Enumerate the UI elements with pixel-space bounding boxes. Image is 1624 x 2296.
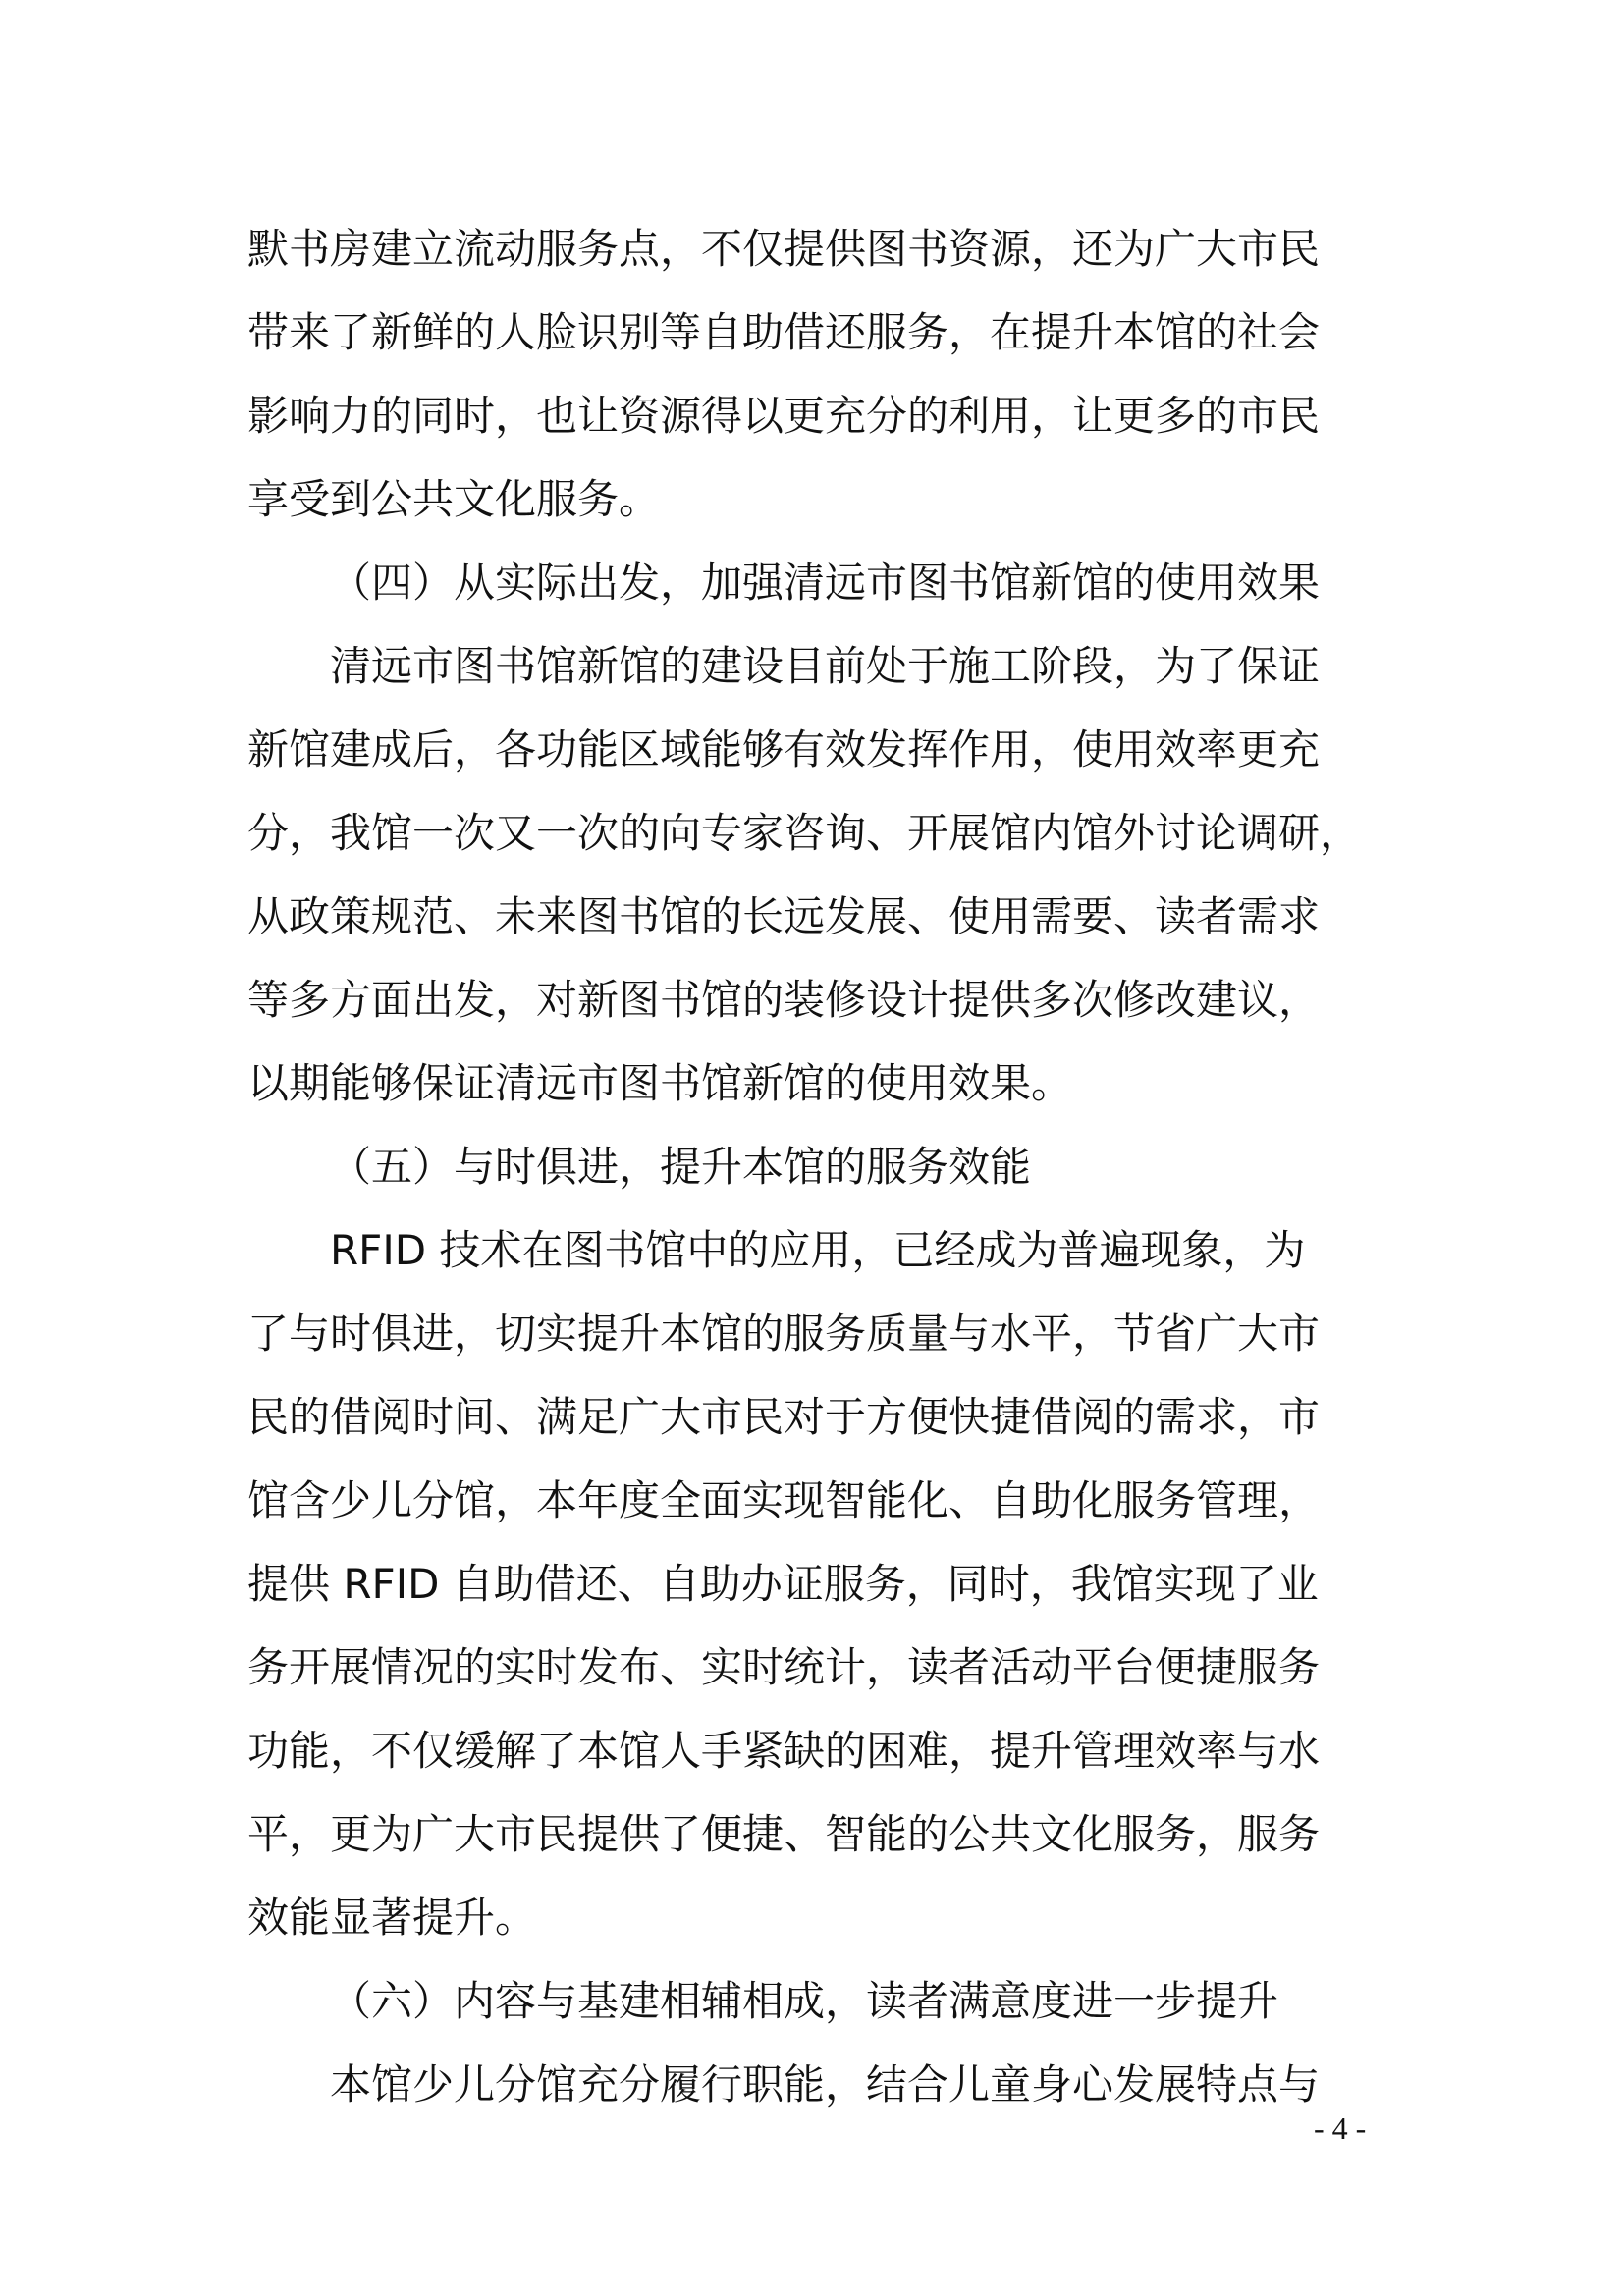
page-number: - 4 - — [1314, 2110, 1367, 2146]
body-text-line: 新馆建成后，各功能区域能够有效发挥作用，使用效率更充 — [247, 725, 1321, 774]
body-text-line: 默书房建立流动服务点，不仅提供图书资源，还为广大市民 — [247, 225, 1321, 273]
body-text-line: 功能，不仅缓解了本馆人手紧缺的困难，提升管理效率与水 — [247, 1727, 1321, 1775]
body-text-line: 提供 RFID 自助借还、自助办证服务，同时，我馆实现了业 — [247, 1560, 1319, 1608]
body-text-line: 享受到公共文化服务。 — [247, 475, 661, 523]
body-text-line: 务开展情况的实时发布、实时统计，读者活动平台便捷服务 — [247, 1643, 1321, 1691]
body-text-line: 民的借阅时间、满足广大市民对于方便快捷借阅的需求，市 — [247, 1393, 1321, 1441]
paragraph-first-line: 清远市图书馆新馆的建设目前处于施工阶段，为了保证 — [330, 642, 1321, 690]
section-heading-6: （六）内容与基建相辅相成，读者满意度进一步提升 — [330, 1977, 1279, 2025]
body-text-line: 等多方面出发，对新图书馆的装修设计提供多次修改建议， — [247, 976, 1321, 1024]
body-text-line: 带来了新鲜的人脸识别等自助借还服务，在提升本馆的社会 — [247, 308, 1321, 356]
body-text-line: 了与时俱进，切实提升本馆的服务质量与水平，节省广大市 — [247, 1309, 1321, 1358]
body-text-line: 以期能够保证清远市图书馆新馆的使用效果。 — [247, 1059, 1073, 1107]
body-text-line: 平，更为广大市民提供了便捷、智能的公共文化服务，服务 — [247, 1810, 1321, 1858]
body-text-line: 从政策规范、未来图书馆的长远发展、使用需要、读者需求 — [247, 892, 1321, 940]
body-text-line: 馆含少儿分馆，本年度全面实现智能化、自助化服务管理， — [247, 1476, 1321, 1524]
body-text-line: 效能显著提升。 — [247, 1894, 537, 1942]
body-text-line: 分，我馆一次又一次的向专家咨询、开展馆内馆外讨论调研， — [247, 809, 1362, 857]
section-heading-5: （五）与时俱进，提升本馆的服务效能 — [330, 1143, 1032, 1191]
body-text-line: 影响力的同时，也让资源得以更充分的利用，让更多的市民 — [247, 392, 1321, 440]
section-heading-4: （四）从实际出发，加强清远市图书馆新馆的使用效果 — [330, 559, 1321, 607]
paragraph-first-line: 本馆少儿分馆充分履行职能，结合儿童身心发展特点与 — [330, 2060, 1321, 2109]
paragraph-first-line: RFID 技术在图书馆中的应用，已经成为普遍现象，为 — [330, 1226, 1306, 1274]
